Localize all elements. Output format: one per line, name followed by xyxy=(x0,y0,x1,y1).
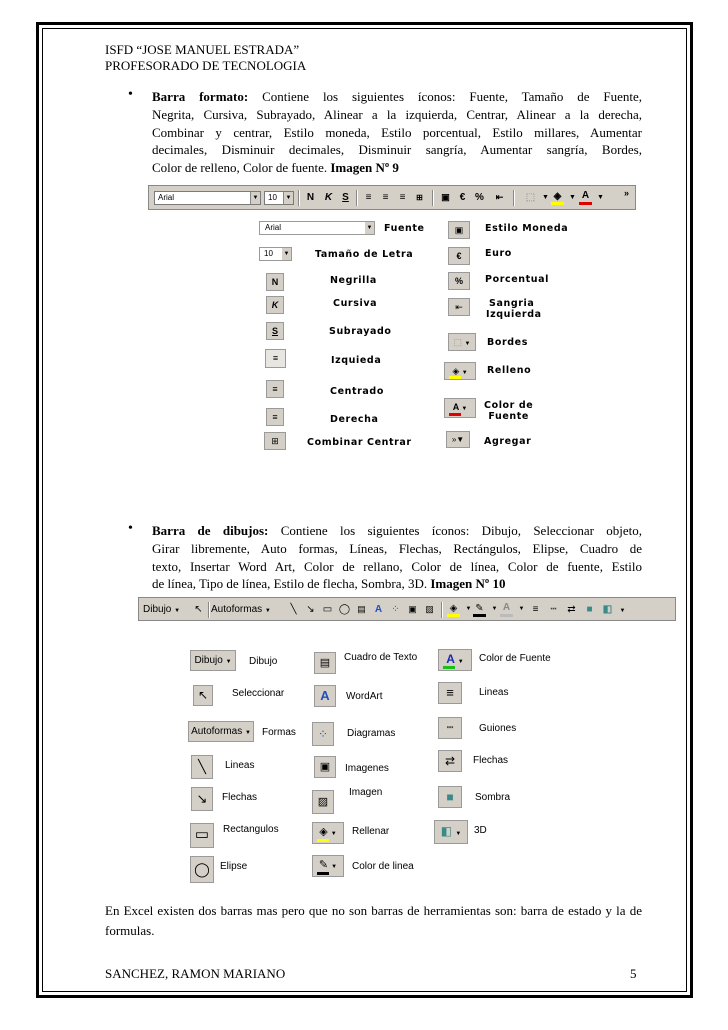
currency-icon: ▣ xyxy=(448,221,470,239)
font-color-button[interactable]: A xyxy=(499,600,514,615)
fuente-combo-icon xyxy=(259,221,375,235)
textbox-icon: ▤ xyxy=(314,652,336,674)
size-value: 10 xyxy=(268,193,277,202)
dash-style-icon: ┅ xyxy=(438,717,462,739)
text-line: Negrita, Cursiva, Subrayado, Alinear a la izquierda, Centrar, Alinear a la derecha, xyxy=(152,106,642,122)
label-rellenar: Rellenar xyxy=(352,826,390,837)
dibujos-title: Barra de dibujos: xyxy=(152,523,269,538)
line-style-button[interactable]: ≡ xyxy=(532,604,539,615)
chevron-down-icon: ▼ xyxy=(464,341,471,347)
line-button[interactable]: ╲ xyxy=(290,604,297,615)
italic-icon: K xyxy=(266,296,284,314)
label-cuadro-texto: Cuadro de Texto xyxy=(344,652,418,663)
font-value: Arial xyxy=(158,193,175,202)
toolbar-options-icon[interactable]: » xyxy=(623,188,629,198)
image-ref: Imagen Nº 9 xyxy=(330,160,399,176)
chevron-down-icon: ▼ xyxy=(330,831,337,837)
formato-title: Barra formato: xyxy=(152,89,249,104)
label-guiones: Guiones xyxy=(479,723,517,734)
separator xyxy=(356,190,358,206)
label-flechas-estilo: Flechas xyxy=(473,755,509,766)
align-left-icon: ≡ xyxy=(265,349,286,368)
label-sangria-line1: Sangria xyxy=(489,298,535,309)
tamano-combo-icon xyxy=(259,247,292,261)
percent-icon: % xyxy=(448,272,470,290)
label-imagenes: Imagenes xyxy=(345,763,389,774)
document-header xyxy=(105,42,306,74)
draw-menu-button[interactable] xyxy=(143,602,191,617)
indent-icon: ⇤ xyxy=(448,298,470,316)
shadow-icon: ■ xyxy=(438,786,462,808)
text-line: Combinar y centrar, Estilo moneda, Estilo porcentual, Estilo millares, Aumentar xyxy=(152,124,642,140)
align-center-button[interactable]: ≡ xyxy=(382,192,389,203)
label-dibujo: Dibujo xyxy=(249,656,278,667)
font-combo[interactable] xyxy=(154,191,261,205)
indent-button[interactable]: ⇤ xyxy=(495,192,504,202)
draw-menu-icon-label: Dibujo xyxy=(194,655,223,666)
wordart-button[interactable]: A xyxy=(374,604,383,615)
label-subrayado: Subrayado xyxy=(329,326,392,337)
chevron-down-icon: ▼ xyxy=(331,864,338,870)
label-color-line2: Fuente xyxy=(488,411,529,422)
chevron-down-icon[interactable]: ▼ xyxy=(619,608,626,614)
label-color-line1: Color de xyxy=(484,400,534,411)
label-color-linea: Color de linea xyxy=(352,861,414,872)
draw-menu-icon xyxy=(190,650,236,671)
separator xyxy=(432,190,434,206)
shadow-button[interactable]: ■ xyxy=(586,604,593,615)
autoshapes-icon-label: Autoformas xyxy=(191,726,243,737)
text-line: Color de relleno, Color de fuente. xyxy=(152,160,328,176)
chevron-down-icon[interactable]: ▼ xyxy=(465,606,472,612)
label-derecha: Derecha xyxy=(330,414,379,425)
line-color-button[interactable]: ✎ xyxy=(472,601,487,616)
label-flechas: Flechas xyxy=(222,792,258,803)
label-tamano: Tamaño de Letra xyxy=(315,249,414,260)
percent-button[interactable]: % xyxy=(475,192,484,203)
line-color-icon: ✎ ▼ xyxy=(312,855,344,877)
add-remove-buttons-icon: »▼ xyxy=(446,431,470,448)
chevron-down-icon: ▼ xyxy=(282,248,291,260)
label-sombra: Sombra xyxy=(475,792,511,803)
chevron-down-icon: ▼ xyxy=(365,222,374,234)
bold-button[interactable]: N xyxy=(306,192,315,203)
formato-paragraph xyxy=(152,88,642,177)
fill-color-icon: ◈ ▼ xyxy=(444,362,476,380)
autoshapes-icon xyxy=(188,721,254,742)
label-lineas-estilo: Lineas xyxy=(479,687,509,698)
separator xyxy=(208,602,210,618)
label-izquierda: Izquieda xyxy=(331,355,382,366)
bullet: • xyxy=(128,87,133,102)
label-color-fuente: Color de Fuente xyxy=(479,653,551,664)
chevron-down-icon[interactable]: ▼ xyxy=(542,194,549,201)
clipart-button[interactable]: ▣ xyxy=(408,604,417,614)
label-wordart: WordArt xyxy=(346,691,383,702)
diagram-icon: ⁘ xyxy=(312,722,334,746)
chevron-down-icon: ▼ xyxy=(264,608,271,614)
arrow-style-button[interactable]: ⇄ xyxy=(567,604,576,615)
text-line: decimales, Disminuir decimales, Disminuir sangría, Aumentar sangría, Bordes, xyxy=(152,142,642,158)
select-arrow-icon: ↖ xyxy=(193,685,213,706)
page-number: 5 xyxy=(630,966,637,981)
arrow-icon: ↘ xyxy=(191,787,213,811)
ellipse-icon: ◯ xyxy=(190,856,214,883)
underline-icon: S xyxy=(266,322,284,340)
italic-button[interactable]: K xyxy=(324,192,333,203)
label-fuente: Fuente xyxy=(384,223,425,234)
merge-center-icon: ⊞ xyxy=(264,432,286,450)
euro-icon: € xyxy=(448,247,470,265)
text-line: Contiene los siguientes íconos: Dibujo, Seleccionar objeto, xyxy=(280,523,643,538)
font-color-button[interactable]: A xyxy=(578,188,593,203)
label-formas: Formas xyxy=(262,727,296,738)
label-cursiva: Cursiva xyxy=(333,298,378,309)
image-icon: ▨ xyxy=(312,790,334,814)
chevron-down-icon: ▼ xyxy=(174,608,181,614)
chevron-down-icon: ▼ xyxy=(244,730,251,736)
label-porcentual: Porcentual xyxy=(485,274,549,285)
currency-button[interactable]: ▣ xyxy=(441,192,450,202)
label-diagramas: Diagramas xyxy=(347,728,396,739)
bullet: • xyxy=(128,521,133,536)
drawing-toolbar xyxy=(138,597,676,621)
header-program: PROFESORADO DE TECNOLOGIA xyxy=(105,58,307,73)
fill-color-icon: ◈ ▼ xyxy=(312,822,344,844)
tamano-value: 10 xyxy=(264,249,273,258)
line-icon: ╲ xyxy=(191,755,213,779)
chevron-down-icon: ▼ xyxy=(250,192,260,204)
image-ref: Imagen Nº 10 xyxy=(430,576,506,592)
chevron-down-icon[interactable]: ▼ xyxy=(491,606,498,612)
font-color-icon: A ▼ xyxy=(444,398,476,418)
label-imagen: Imagen xyxy=(349,787,383,798)
text-line: de línea, Tipo de línea, Estilo de flecha, Sombra, 3D. xyxy=(152,576,428,592)
select-arrow-button[interactable]: ↖ xyxy=(194,604,203,615)
closing-paragraph: En Excel existen dos barras mas pero que no son barras de herramientas son: barra de estado y la de formulas. xyxy=(105,903,642,938)
label-rectangulos: Rectangulos xyxy=(223,824,279,835)
header-institution: ISFD “JOSE MANUEL ESTRADA” xyxy=(105,42,300,57)
separator xyxy=(298,190,300,206)
align-center-icon: ≡ xyxy=(266,380,284,398)
size-combo[interactable] xyxy=(264,191,294,205)
autoshapes-button[interactable] xyxy=(211,602,285,617)
label-agregar: Agregar xyxy=(484,436,532,447)
label-euro: Euro xyxy=(485,248,512,259)
draw-menu-label: Dibujo xyxy=(143,604,172,615)
fuente-value: Arial xyxy=(265,223,282,232)
fill-color-button[interactable]: ◈ xyxy=(446,601,461,616)
rectangle-button[interactable]: ▭ xyxy=(322,604,333,615)
formatting-toolbar xyxy=(148,185,636,210)
chevron-down-icon[interactable]: ▼ xyxy=(597,194,604,201)
footer-author: SANCHEZ, RAMON MARIANO xyxy=(105,966,286,981)
dash-style-button[interactable]: ┅ xyxy=(550,604,557,615)
chevron-down-icon: ▼ xyxy=(461,370,468,376)
label-elipse: Elipse xyxy=(220,861,248,872)
merge-center-button[interactable]: ⊞ xyxy=(416,193,423,202)
3d-button[interactable]: ◧ xyxy=(602,604,613,615)
label-lineas: Lineas xyxy=(225,760,255,771)
chevron-down-icon[interactable]: ▼ xyxy=(518,606,525,612)
chevron-down-icon: ▼ xyxy=(225,659,232,665)
3d-icon: ◧ ▼ xyxy=(434,820,468,844)
label-negrilla: Negrilla xyxy=(330,275,377,286)
align-left-button[interactable]: ≡ xyxy=(365,192,372,203)
label-relleno: Relleno xyxy=(487,365,532,376)
label-color-fuente xyxy=(484,400,533,422)
align-right-icon: ≡ xyxy=(266,408,284,426)
text-line: Girar libremente, Auto formas, Líneas, Flechas, Rectángulos, Elipse, Cuadro de xyxy=(152,540,642,556)
fill-color-button[interactable]: ◈ xyxy=(550,189,565,204)
chevron-down-icon[interactable]: ▼ xyxy=(569,194,576,201)
label-seleccionar: Seleccionar xyxy=(232,688,285,699)
text-line: Contiene los siguientes íconos: Fuente, Tamaño de Fuente, xyxy=(262,89,643,104)
arrow-style-icon: ⇄ xyxy=(438,750,462,772)
label-3d: 3D xyxy=(474,825,487,836)
textbox-button[interactable]: ▤ xyxy=(357,604,366,614)
label-combinar: Combinar Centrar xyxy=(307,437,412,448)
bold-icon: N xyxy=(266,273,284,291)
text-line: texto, Insertar Word Art, Color de rellano, Color de línea, Color de fuente, Estilo xyxy=(152,558,642,574)
euro-button[interactable]: € xyxy=(459,192,466,203)
chevron-down-icon: ▼ xyxy=(457,659,464,665)
font-color-icon: A ▼ xyxy=(438,649,472,671)
diagram-button[interactable]: ⁘ xyxy=(391,604,400,615)
line-style-icon: ≡ xyxy=(438,682,462,704)
borders-icon: ⬚ ▼ xyxy=(448,333,476,351)
clipart-icon: ▣ xyxy=(314,756,336,778)
wordart-icon: A xyxy=(314,685,336,707)
arrow-button[interactable]: ↘ xyxy=(306,604,315,615)
chevron-down-icon: ▼ xyxy=(455,831,462,837)
chevron-down-icon: ▼ xyxy=(283,192,293,204)
label-bordes: Bordes xyxy=(487,337,528,348)
label-moneda: Estilo Moneda xyxy=(485,223,569,234)
separator xyxy=(441,602,443,618)
dibujos-paragraph xyxy=(152,522,642,593)
ellipse-button[interactable]: ◯ xyxy=(338,604,351,615)
chevron-down-icon: ▼ xyxy=(461,406,468,412)
label-sangria xyxy=(486,298,542,320)
rectangle-icon: ▭ xyxy=(190,823,214,848)
align-right-button[interactable]: ≡ xyxy=(399,192,406,203)
image-button[interactable]: ▨ xyxy=(425,604,434,614)
label-centrado: Centrado xyxy=(330,386,384,397)
autoshapes-label: Autoformas xyxy=(211,604,263,615)
label-sangria-line2: Izquierda xyxy=(486,309,542,320)
borders-button[interactable]: ⬚ xyxy=(525,192,536,203)
separator xyxy=(513,190,515,206)
underline-button[interactable]: S xyxy=(342,192,349,203)
